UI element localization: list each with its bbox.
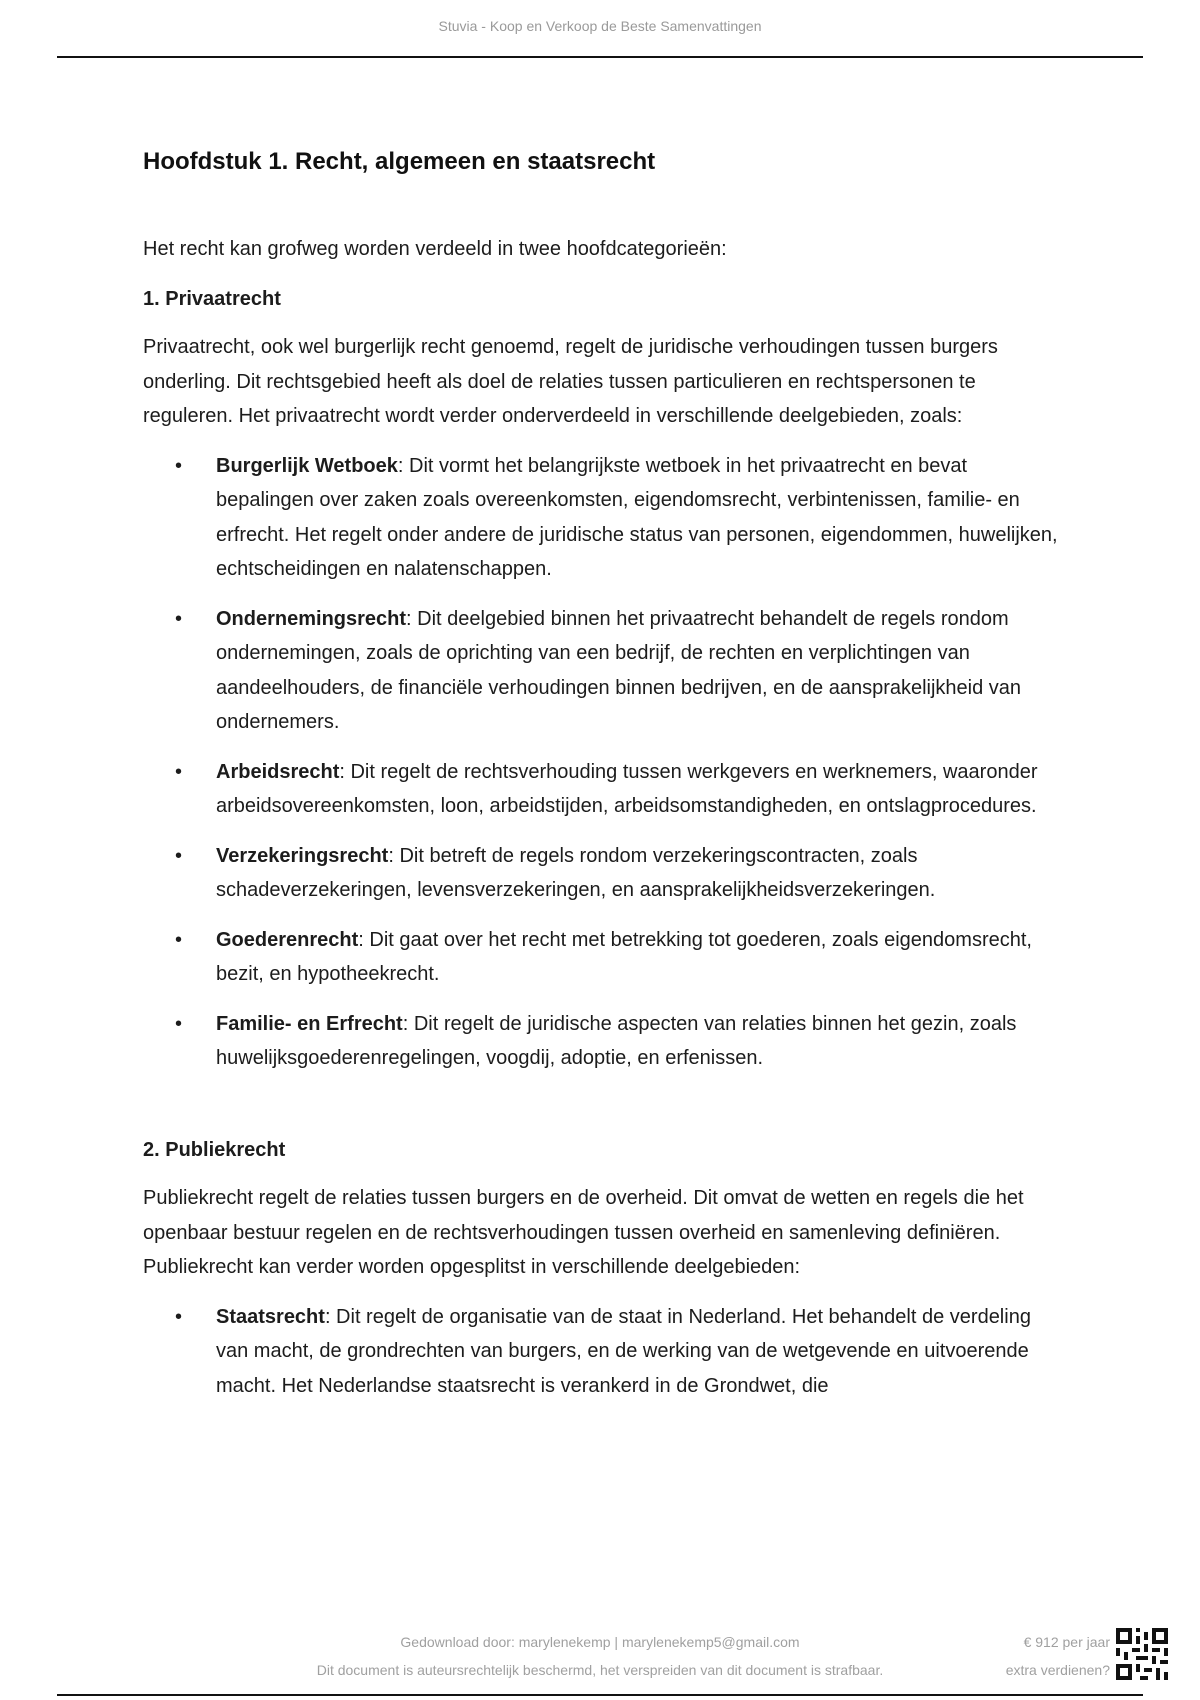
site-header-title: Stuvia - Koop en Verkoop de Beste Samenvattingen <box>438 18 762 34</box>
list-item-text: : Dit regelt de rechtsverhouding tussen werkgevers en werknemers, waaronder arbeidsovereenkomsten, loon, arbeidstijden, arbeidsomstandigheden, en ontslagprocedures. <box>216 760 1038 817</box>
footer-downloaded-by: Gedownload door: marylenekemp | marylenekemp5@gmail.com <box>400 1634 800 1650</box>
list-item <box>143 839 1063 908</box>
privaatrecht-list <box>143 449 1063 1076</box>
bullet-icon: • <box>175 1012 183 1035</box>
document-body <box>143 146 1063 1418</box>
privaatrecht-paragraph: Privaatrecht, ook wel burgerlijk recht genoemd, regelt de juridische verhoudingen tussen burgers onderling. Dit rechtsgebied heeft als doel de relaties tussen particulieren en rechtspersonen te reguleren. Het privaatrecht wordt verder onderverdeeld in verschillende deelgebieden, zoals: <box>143 336 998 427</box>
qr-code-icon[interactable] <box>1116 1628 1168 1680</box>
list-item-term: Ondernemingsrecht <box>216 607 407 630</box>
list-item <box>143 1300 1063 1404</box>
footer-promo-line2: extra verdienen? <box>1005 1662 1110 1678</box>
list-item-term: Goederenrecht <box>216 928 359 951</box>
chapter-heading: Hoofdstuk 1. Recht, algemeen en staatsrecht <box>143 148 656 175</box>
bullet-icon: • <box>175 844 183 867</box>
list-item-term: Arbeidsrecht <box>216 760 340 783</box>
footer-promo-line1: € 912 per jaar <box>1023 1634 1110 1650</box>
list-item-term: Verzekeringsrecht <box>216 844 389 867</box>
list-item-term: Staatsrecht <box>216 1305 325 1328</box>
list-item-term: Burgerlijk Wetboek <box>216 454 398 477</box>
bullet-icon: • <box>175 760 183 783</box>
publiekrecht-paragraph: Publiekrecht regelt de relaties tussen burgers en de overheid. Dit omvat de wetten en regels die het openbaar bestuur regelen en de rechtsverhoudingen tussen overheid en samenleving definiëren. Publiekrecht kan verder worden opgesplitst in verschillende deelgebieden: <box>143 1187 1024 1278</box>
publiekrecht-list <box>143 1300 1063 1404</box>
footer-copyright: Dit document is auteursrechtelijk beschermd, het verspreiden van dit document is strafbaar. <box>316 1662 884 1678</box>
bullet-icon: • <box>175 607 183 630</box>
section-spacer <box>143 1091 1063 1133</box>
list-item-text: : Dit deelgebied binnen het privaatrecht behandelt de regels rondom ondernemingen, zoals de oprichting van een bedrijf, de rechten en verplichtingen van aandeelhouders, de financiële verhoudingen binnen bedrijven, en de aansprakelijkheid van ondernemers. <box>216 607 1022 733</box>
bullet-icon: • <box>175 1305 183 1328</box>
footer-promo[interactable] <box>960 1628 1110 1684</box>
intro-paragraph: Het recht kan grofweg worden verdeeld in twee hoofdcategorieën: <box>143 238 727 260</box>
header-divider <box>57 56 1143 58</box>
bullet-icon: • <box>175 928 183 951</box>
list-item <box>143 755 1063 824</box>
list-item-text: : Dit gaat over het recht met betrekking tot goederen, zoals eigendomsrecht, bezit, en hypotheekrecht. <box>216 928 1032 985</box>
section-title-publiekrecht: 2. Publiekrecht <box>143 1138 286 1161</box>
list-item <box>143 602 1063 740</box>
list-item <box>143 923 1063 992</box>
list-item-text: : Dit betreft de regels rondom verzekeringscontracten, zoals schadeverzekeringen, levensverzekeringen, en aansprakelijkheidsverzekeringen. <box>216 844 936 901</box>
list-item <box>143 1007 1063 1076</box>
list-item-text: : Dit regelt de organisatie van de staat in Nederland. Het behandelt de verdeling van macht, de grondrechten van burgers, en de werking van de wetgevende en uitvoerende macht. Het Nederlandse staatsrecht is verankerd in de Grondwet, die <box>216 1305 1031 1397</box>
section-title-privaatrecht: 1. Privaatrecht <box>143 287 281 310</box>
list-item <box>143 449 1063 587</box>
list-item-text: : Dit regelt de juridische aspecten van relaties binnen het gezin, zoals huwelijksgoederenregelingen, voogdij, adoptie, en erfenissen. <box>216 1012 1017 1069</box>
footer-info <box>250 1628 950 1684</box>
list-item-text: : Dit vormt het belangrijkste wetboek in het privaatrecht en bevat bepalingen over zaken zoals overeenkomsten, eigendomsrecht, verbintenissen, familie- en erfrecht. Het regelt onder andere de juridische status van personen, eigendommen, huwelijken, echtscheidingen en nalatenschappen. <box>216 454 1058 580</box>
footer-divider <box>57 1694 1143 1696</box>
list-item-term: Familie- en Erfrecht <box>216 1012 403 1035</box>
bullet-icon: • <box>175 454 183 477</box>
